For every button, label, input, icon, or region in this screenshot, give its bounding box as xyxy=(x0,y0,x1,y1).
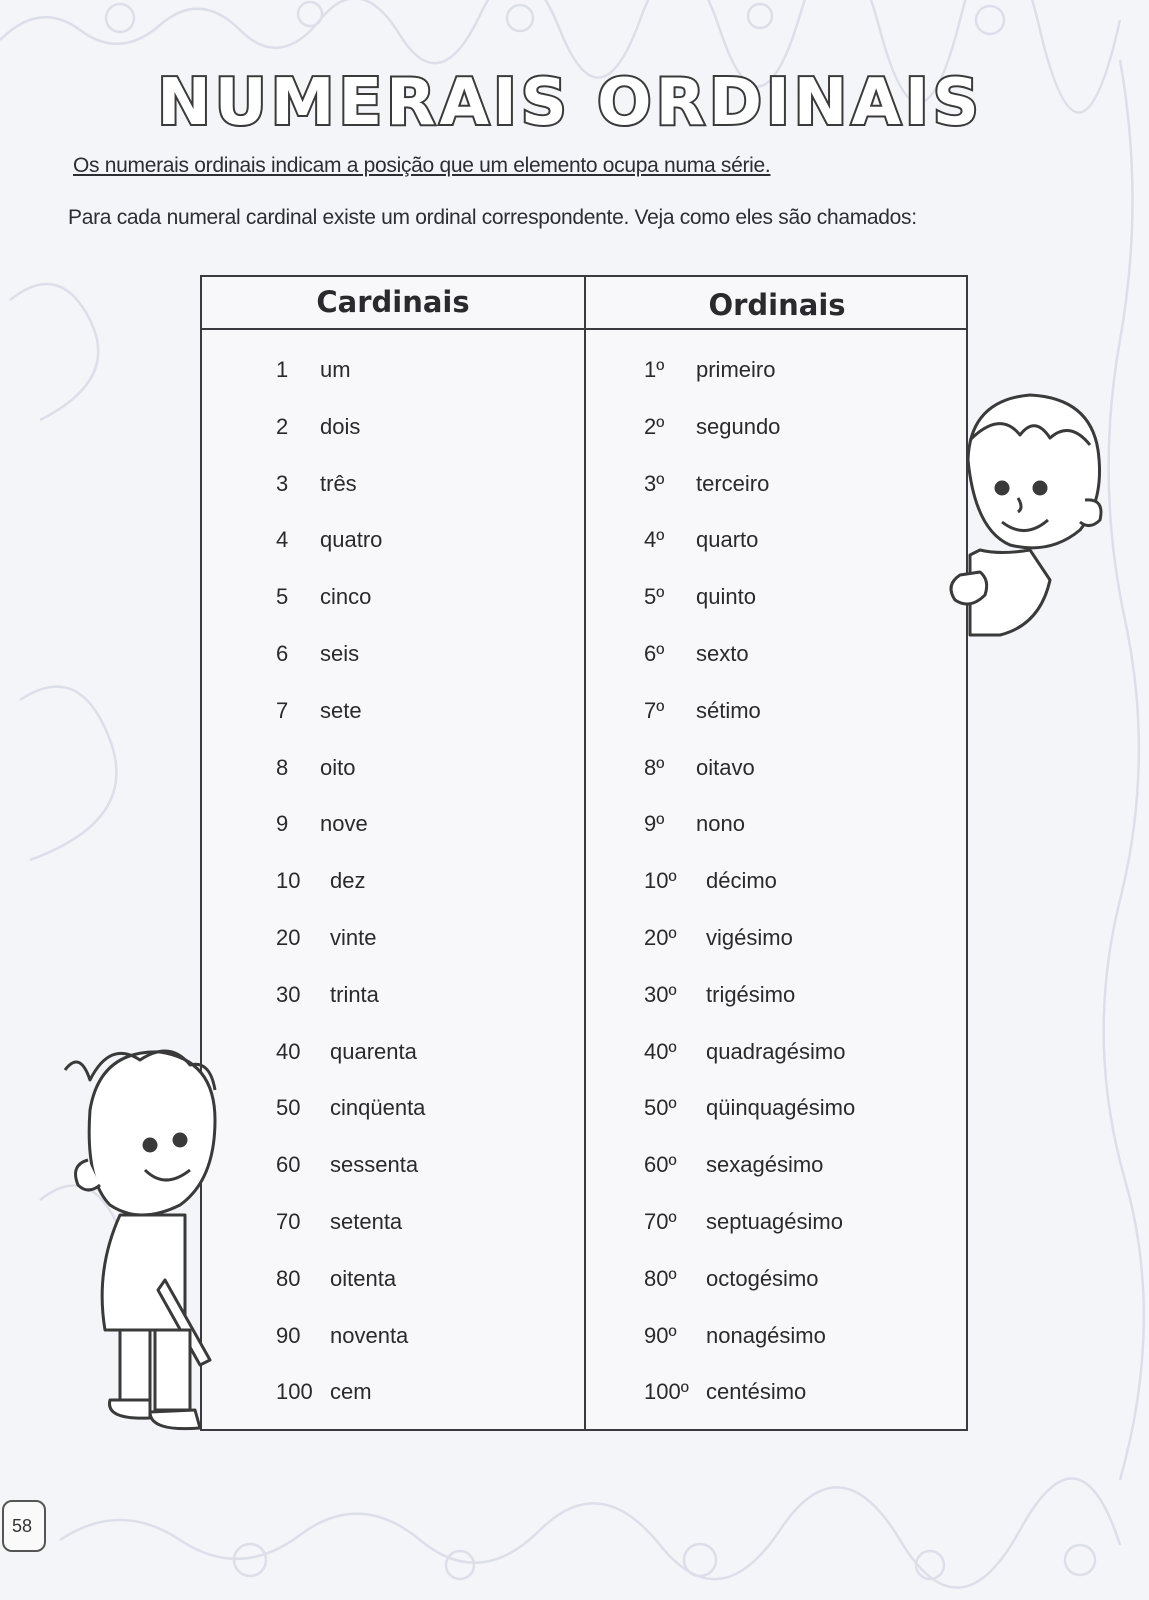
table-row xyxy=(202,868,966,908)
ordinal-word: centésimo xyxy=(706,1379,807,1405)
ordinal-word: segundo xyxy=(696,413,781,439)
ordinal-word: nonagésimo xyxy=(706,1322,826,1348)
table-row xyxy=(202,1209,966,1249)
ordinal-number: 7º xyxy=(644,697,665,723)
cardinal-word: dois xyxy=(320,413,361,439)
ordinal-word: sexto xyxy=(696,641,749,666)
ordinal-word: vigésimo xyxy=(706,925,793,950)
ordinal-word: quinto xyxy=(696,584,756,610)
cardinal-number: 50 xyxy=(276,1095,301,1121)
ordinal-number: 20º xyxy=(644,925,677,950)
cardinal-number: 7 xyxy=(276,697,289,723)
table-row xyxy=(202,1152,966,1192)
intro-text: Para cada numeral cardinal existe um ordinal correspondente. Veja como eles são chamados: xyxy=(68,206,917,229)
ordinal-word: terceiro xyxy=(696,470,770,496)
cardinal-word: nove xyxy=(320,811,368,837)
ordinal-word: décimo xyxy=(706,868,777,894)
ordinal-number: 4º xyxy=(644,527,665,553)
definition-text: Os numerais ordinais indicam a posição que um elemento ocupa numa série. xyxy=(73,154,771,177)
cardinal-number: 4 xyxy=(276,527,289,553)
boy-illustration-right xyxy=(940,380,1120,650)
table-row xyxy=(202,414,966,454)
cardinal-word: noventa xyxy=(330,1322,409,1348)
ordinal-number: 40º xyxy=(644,1038,677,1064)
cardinal-number: 9 xyxy=(276,811,289,837)
cardinal-number: 90 xyxy=(276,1322,301,1348)
cardinal-word: sete xyxy=(320,697,362,723)
cardinal-word: oitenta xyxy=(330,1265,397,1291)
cardinal-number: 5 xyxy=(276,584,289,610)
ordinal-number: 90º xyxy=(644,1322,677,1348)
cardinal-number: 8 xyxy=(276,754,289,780)
table-row xyxy=(202,1095,966,1135)
table-row xyxy=(202,527,966,567)
header-cardinals: Cardinais xyxy=(316,285,470,319)
cardinal-word: cem xyxy=(330,1379,372,1405)
table-row xyxy=(202,698,966,738)
table-row xyxy=(202,982,966,1022)
ordinal-number: 2º xyxy=(644,413,665,439)
cardinal-number: 1 xyxy=(276,357,289,382)
header-divider xyxy=(202,328,966,330)
ordinal-word: nono xyxy=(696,811,745,837)
ordinal-word: quadragésimo xyxy=(706,1038,846,1064)
ordinal-word: quarto xyxy=(696,527,759,553)
ordinal-number: 80º xyxy=(644,1265,677,1291)
ordinal-number: 10º xyxy=(644,868,677,894)
cardinal-word: trinta xyxy=(330,981,379,1007)
table-row xyxy=(202,1379,966,1419)
cardinal-number: 100 xyxy=(276,1379,313,1405)
table-row xyxy=(202,925,966,965)
ordinal-number: 30º xyxy=(644,981,677,1007)
ordinal-number: 50º xyxy=(644,1095,677,1121)
cardinal-word: dez xyxy=(330,868,366,894)
ordinal-number: 5º xyxy=(644,584,665,610)
cardinal-word: oito xyxy=(320,754,356,780)
ordinal-word: oitavo xyxy=(696,754,755,780)
numerals-table xyxy=(200,275,968,1431)
cardinal-word: seis xyxy=(320,641,360,666)
boy-with-pencil-illustration-left xyxy=(50,1040,220,1440)
cardinal-word: cinqüenta xyxy=(330,1095,426,1121)
ordinal-number: 6º xyxy=(644,641,665,666)
table-row xyxy=(202,584,966,624)
table-row xyxy=(202,755,966,795)
ordinal-number: 100º xyxy=(644,1379,689,1405)
cardinal-number: 80 xyxy=(276,1265,301,1291)
cardinal-word: sessenta xyxy=(330,1152,419,1178)
ordinal-word: octogésimo xyxy=(706,1265,819,1291)
cardinal-number: 3 xyxy=(276,470,289,496)
table-row xyxy=(202,357,966,397)
ordinal-word: qüinquagésimo xyxy=(706,1095,856,1121)
ordinal-number: 9º xyxy=(644,811,665,837)
cardinal-number: 2 xyxy=(276,413,289,439)
cardinal-word: setenta xyxy=(330,1209,403,1234)
table-row xyxy=(202,641,966,681)
cardinal-word: vinte xyxy=(330,925,377,950)
cardinal-word: um xyxy=(320,357,351,382)
header-ordinals: Ordinais xyxy=(708,288,846,322)
ordinal-word: trigésimo xyxy=(706,981,796,1007)
table-row xyxy=(202,1323,966,1363)
page-title-text: NUMERAIS ORDINAIS xyxy=(157,66,983,140)
cardinal-word: três xyxy=(320,470,357,496)
ordinal-word: primeiro xyxy=(696,357,776,382)
page-title xyxy=(157,44,983,154)
table-row xyxy=(202,1266,966,1306)
table-row xyxy=(202,471,966,511)
cardinal-word: quarenta xyxy=(330,1038,417,1064)
ordinal-number: 70º xyxy=(644,1209,677,1234)
page-number: 58 xyxy=(12,1516,33,1536)
ordinal-word: sexagésimo xyxy=(706,1152,824,1178)
cardinal-number: 60 xyxy=(276,1152,301,1178)
cardinal-word: quatro xyxy=(320,527,383,553)
ordinal-number: 8º xyxy=(644,754,665,780)
cardinal-number: 70 xyxy=(276,1209,301,1234)
table-row xyxy=(202,1039,966,1079)
cardinal-number: 30 xyxy=(276,981,301,1007)
ordinal-number: 1º xyxy=(644,357,665,382)
cardinal-word: cinco xyxy=(320,584,372,610)
ordinal-word: septuagésimo xyxy=(706,1209,843,1234)
cardinal-number: 20 xyxy=(276,925,301,950)
table-row xyxy=(202,811,966,851)
cardinal-number: 6 xyxy=(276,641,289,666)
ordinal-number: 3º xyxy=(644,470,665,496)
ordinal-word: sétimo xyxy=(696,697,761,723)
cardinal-number: 40 xyxy=(276,1038,301,1064)
cardinal-number: 10 xyxy=(276,868,301,894)
ordinal-number: 60º xyxy=(644,1152,677,1178)
